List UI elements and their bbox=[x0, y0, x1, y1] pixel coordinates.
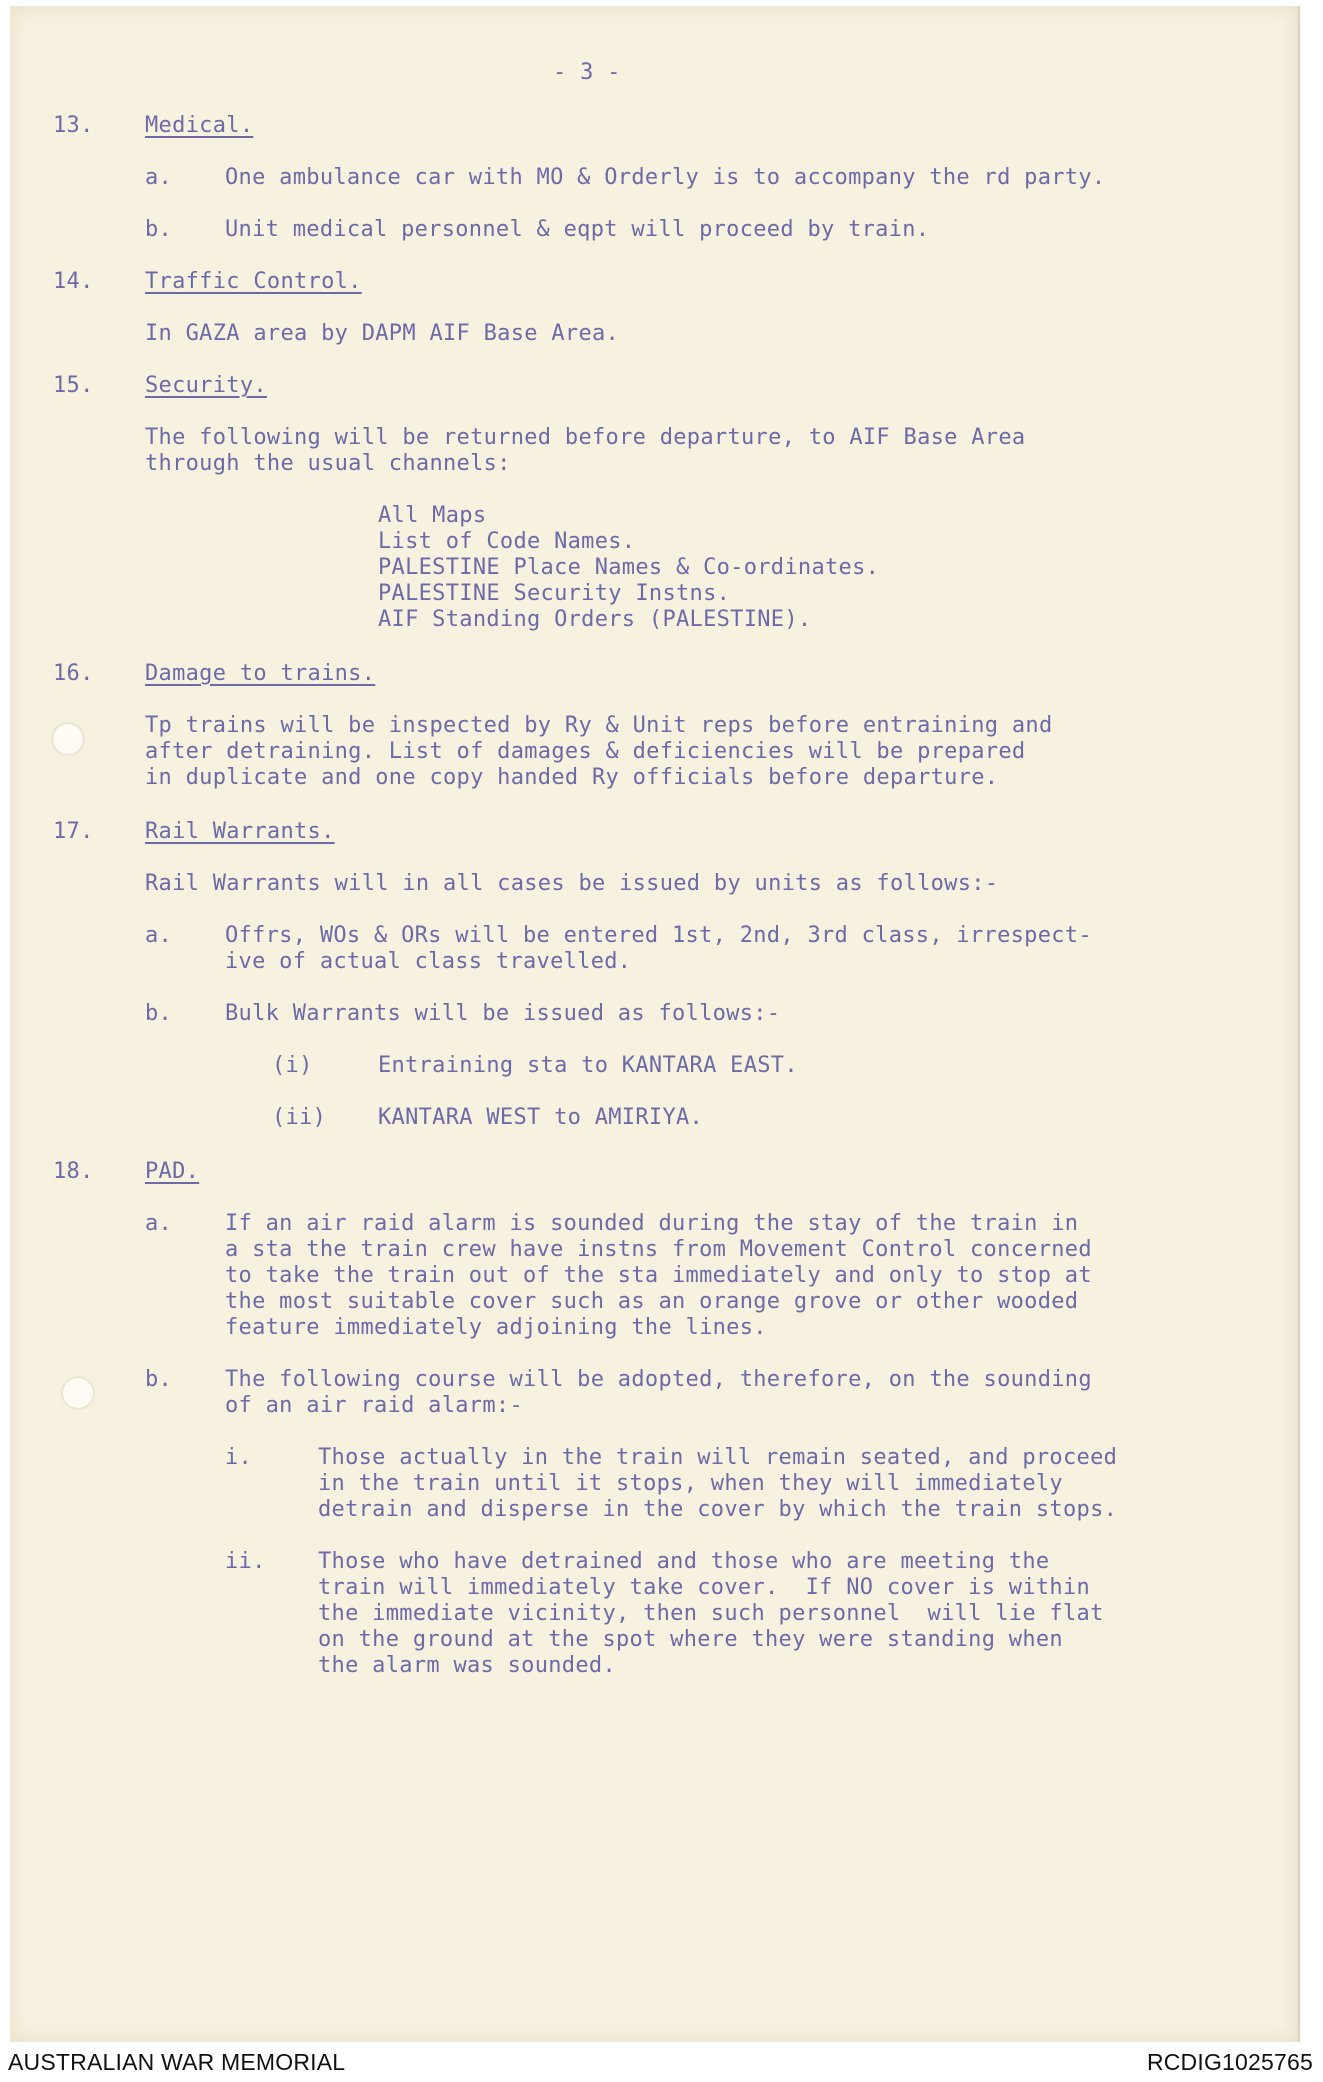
section-16-title: Damage to trains. bbox=[145, 661, 376, 686]
paragraph-line: Tp trains will be inspected by Ry & Unit reps before entraining and bbox=[145, 713, 1053, 738]
subitem-text: the alarm was sounded. bbox=[318, 1653, 616, 1678]
subitem-text: the immediate vicinity, then such personnel will lie flat bbox=[318, 1601, 1104, 1626]
section-18-number: 18. bbox=[53, 1159, 94, 1184]
subitem-marker: (ii) bbox=[272, 1105, 327, 1130]
item-text: Offrs, WOs & ORs will be entered 1st, 2nd, 3rd class, irrespect- bbox=[225, 923, 1092, 948]
list-item: All Maps bbox=[378, 503, 487, 528]
item-marker: b. bbox=[145, 217, 173, 242]
item-marker: a. bbox=[145, 1211, 173, 1236]
item-text: of an air raid alarm:- bbox=[225, 1393, 523, 1418]
paragraph-line: after detraining. List of damages & deficiencies will be prepared bbox=[145, 739, 1026, 764]
item-text: If an air raid alarm is sounded during the stay of the train in bbox=[225, 1211, 1079, 1236]
subitem-text: Entraining sta to KANTARA EAST. bbox=[378, 1053, 798, 1078]
list-item: PALESTINE Place Names & Co-ordinates. bbox=[378, 555, 880, 580]
footer-record-id: RCDIG1025765 bbox=[1146, 2049, 1313, 2075]
item-text: the most suitable cover such as an orange grove or other wooded bbox=[225, 1289, 1079, 1314]
subitem-text: in the train until it stops, when they will immediately bbox=[318, 1471, 1063, 1496]
item-text: feature immediately adjoining the lines. bbox=[225, 1315, 767, 1340]
section-15-title: Security. bbox=[145, 373, 267, 398]
item-text: The following course will be adopted, therefore, on the sounding bbox=[225, 1367, 1092, 1392]
punch-hole bbox=[63, 1378, 93, 1408]
subitem-text: Those who have detrained and those who are meeting the bbox=[318, 1549, 1050, 1574]
section-15-number: 15. bbox=[53, 373, 94, 398]
item-marker: a. bbox=[145, 923, 173, 948]
subitem-marker: ii. bbox=[225, 1549, 266, 1574]
list-item: PALESTINE Security Instns. bbox=[378, 581, 731, 606]
subitem-text: KANTARA WEST to AMIRIYA. bbox=[378, 1105, 704, 1130]
item-text: to take the train out of the sta immediately and only to stop at bbox=[225, 1263, 1092, 1288]
section-13-title: Medical. bbox=[145, 113, 254, 138]
list-item: AIF Standing Orders (PALESTINE). bbox=[378, 607, 812, 632]
section-18-title: PAD. bbox=[145, 1159, 200, 1184]
section-14-number: 14. bbox=[53, 269, 94, 294]
subitem-text: on the ground at the spot where they were standing when bbox=[318, 1627, 1063, 1652]
subitem-text: train will immediately take cover. If NO cover is within bbox=[318, 1575, 1091, 1600]
item-text: a sta the train crew have instns from Movement Control concerned bbox=[225, 1237, 1092, 1262]
item-marker: b. bbox=[145, 1001, 173, 1026]
subitem-marker: (i) bbox=[272, 1053, 313, 1078]
section-13-number: 13. bbox=[53, 113, 94, 138]
item-text: Bulk Warrants will be issued as follows:- bbox=[225, 1001, 781, 1026]
item-text: ive of actual class travelled. bbox=[225, 949, 632, 974]
item-marker: b. bbox=[145, 1367, 173, 1392]
subitem-text: Those actually in the train will remain seated, and proceed bbox=[318, 1445, 1118, 1470]
section-17-number: 17. bbox=[53, 819, 94, 844]
item-marker: a. bbox=[145, 165, 173, 190]
paragraph-line: through the usual channels: bbox=[145, 451, 511, 476]
punch-hole bbox=[53, 724, 83, 754]
paragraph-line: in duplicate and one copy handed Ry officials before departure. bbox=[145, 765, 999, 790]
item-text: Unit medical personnel & eqpt will proceed by train. bbox=[225, 217, 930, 242]
item-text: One ambulance car with MO & Orderly is to accompany the rd party. bbox=[225, 165, 1106, 190]
list-item: List of Code Names. bbox=[378, 529, 636, 554]
footer-archive-name: AUSTRALIAN WAR MEMORIAL bbox=[8, 2049, 346, 2075]
subitem-text: detrain and disperse in the cover by which the train stops. bbox=[318, 1497, 1118, 1522]
section-17-title: Rail Warrants. bbox=[145, 819, 335, 844]
paragraph: Rail Warrants will in all cases be issued by units as follows:- bbox=[145, 871, 999, 896]
section-14-title: Traffic Control. bbox=[145, 269, 362, 294]
section-16-number: 16. bbox=[53, 661, 94, 686]
page-number: - 3 - bbox=[553, 60, 621, 85]
page-edge bbox=[1298, 6, 1300, 2042]
subitem-marker: i. bbox=[225, 1445, 253, 1470]
paragraph-line: The following will be returned before departure, to AIF Base Area bbox=[145, 425, 1026, 450]
paragraph: In GAZA area by DAPM AIF Base Area. bbox=[145, 321, 620, 346]
